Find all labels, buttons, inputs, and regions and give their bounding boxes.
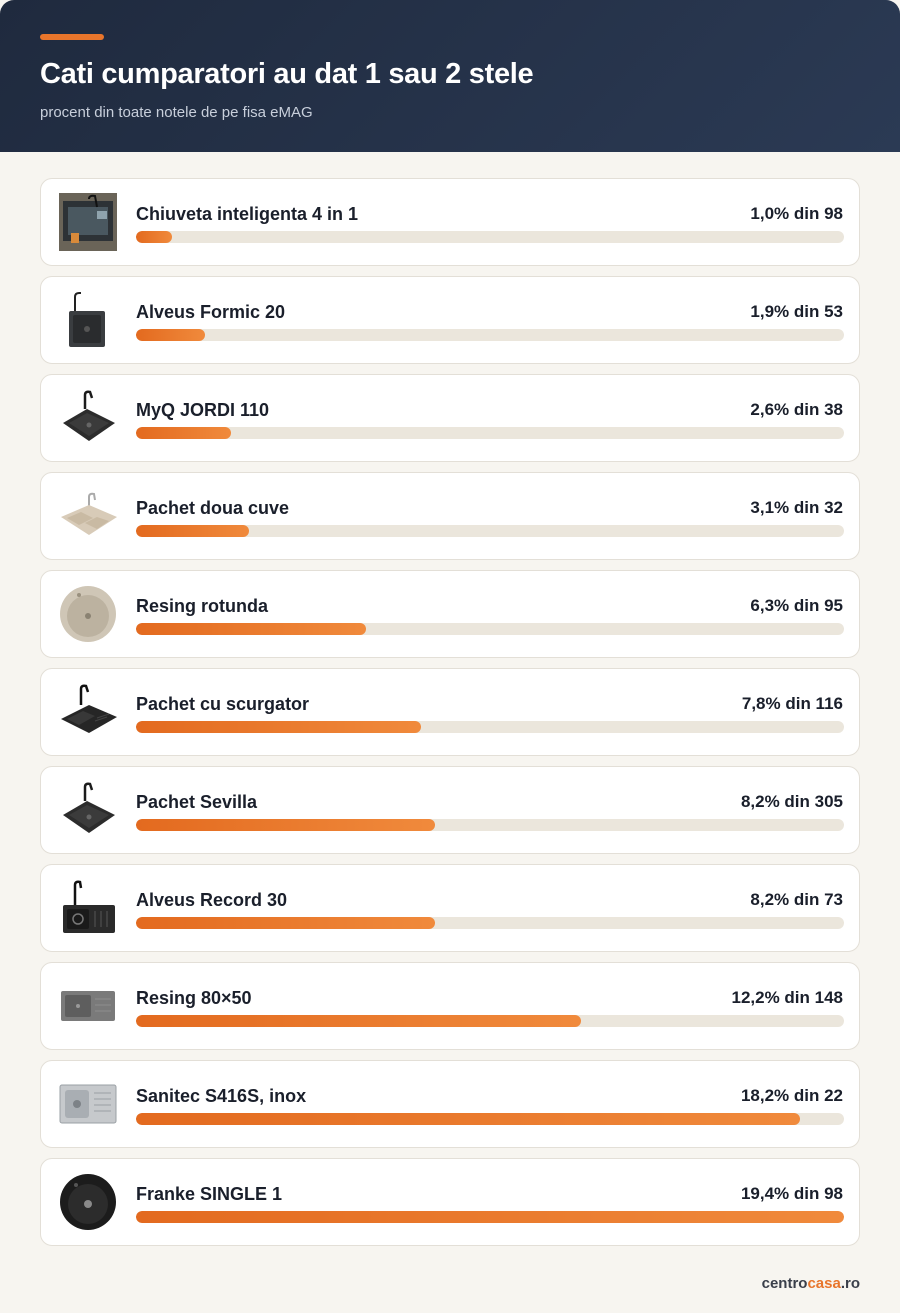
data-label: 1,0% din 98 — [750, 204, 843, 223]
data-label: 19,4% din 98 — [740, 1184, 843, 1203]
bar-row — [40, 766, 860, 854]
bar — [136, 329, 205, 341]
black-sink-tap-icon — [59, 781, 117, 839]
data-label: 1,9% din 53 — [750, 302, 843, 321]
black-sink-drainer-tap-icon — [59, 879, 117, 937]
data-label: 8,2% din 305 — [740, 792, 843, 811]
data-label: 6,3% din 95 — [750, 596, 843, 615]
square-black-sink-icon — [59, 291, 117, 349]
bar-label: Pachet Sevilla — [136, 792, 258, 812]
bar — [136, 623, 366, 635]
bar-label: Alveus Formic 20 — [136, 302, 286, 322]
bar-track — [136, 329, 844, 341]
data-label: 3,1% din 32 — [750, 498, 843, 517]
data-label: 2,6% din 38 — [750, 400, 843, 419]
bar — [136, 917, 435, 929]
bar-row — [40, 668, 860, 756]
data-label: 7,8% din 116 — [741, 694, 843, 713]
page-subtitle: procent din toate notele de pe fisa eMAG — [40, 104, 313, 121]
bar-label: Alveus Record 30 — [136, 890, 288, 910]
bar-track — [136, 623, 844, 635]
brand-logo: centrocasa.ro — [761, 1275, 860, 1292]
bar-label: Chiuveta inteligenta 4 in 1 — [136, 204, 359, 224]
bar-track — [136, 525, 844, 537]
bar-track — [136, 1211, 844, 1223]
bar-row — [40, 1060, 860, 1148]
bar-row — [40, 374, 860, 462]
bar-row — [40, 864, 860, 952]
bar — [136, 1015, 581, 1027]
page-title: Cati cumparatori au dat 1 sau 2 stele — [40, 58, 534, 90]
data-label: 18,2% din 22 — [740, 1086, 843, 1105]
bar — [136, 819, 435, 831]
black-sink-drainer-icon — [59, 683, 117, 741]
bar-row — [40, 962, 860, 1050]
bar-label: Franke SINGLE 1 — [136, 1184, 283, 1204]
bar — [136, 1211, 844, 1223]
data-label: 12,2% din 148 — [731, 988, 843, 1007]
bar — [136, 525, 249, 537]
bar — [136, 721, 421, 733]
bar-row — [40, 1158, 860, 1246]
bar-track — [136, 1015, 844, 1027]
bar-label: Resing 80×50 — [136, 988, 252, 1008]
bar-row — [40, 472, 860, 560]
smart-sink-photo-icon — [59, 193, 117, 251]
bar-track — [136, 917, 844, 929]
bar-label: Resing rotunda — [136, 596, 269, 616]
bar-track — [136, 721, 844, 733]
bar-label: Sanitec S416S, inox — [136, 1086, 307, 1106]
data-label: 8,2% din 73 — [750, 890, 843, 909]
double-beige-sink-icon — [59, 487, 117, 545]
bar-label: Pachet doua cuve — [136, 498, 290, 518]
bar-label: Pachet cu scurgator — [136, 694, 310, 714]
round-beige-sink-icon — [59, 585, 117, 643]
header — [0, 0, 900, 152]
bar-track — [136, 819, 844, 831]
bar-track — [136, 427, 844, 439]
bar — [136, 427, 231, 439]
round-black-sink-icon — [59, 1173, 117, 1231]
bar-list — [40, 178, 860, 1256]
bar — [136, 231, 172, 243]
grey-sink-drainer-icon — [59, 977, 117, 1035]
bar-row — [40, 276, 860, 364]
black-sink-tap-icon — [59, 389, 117, 447]
bar-track — [136, 1113, 844, 1125]
bar-label: MyQ JORDI 110 — [136, 400, 270, 420]
bar — [136, 1113, 800, 1125]
accent-line — [40, 34, 104, 40]
bar-row — [40, 178, 860, 266]
bar-row — [40, 570, 860, 658]
bar-track — [136, 231, 844, 243]
inox-sink-icon — [59, 1075, 117, 1133]
